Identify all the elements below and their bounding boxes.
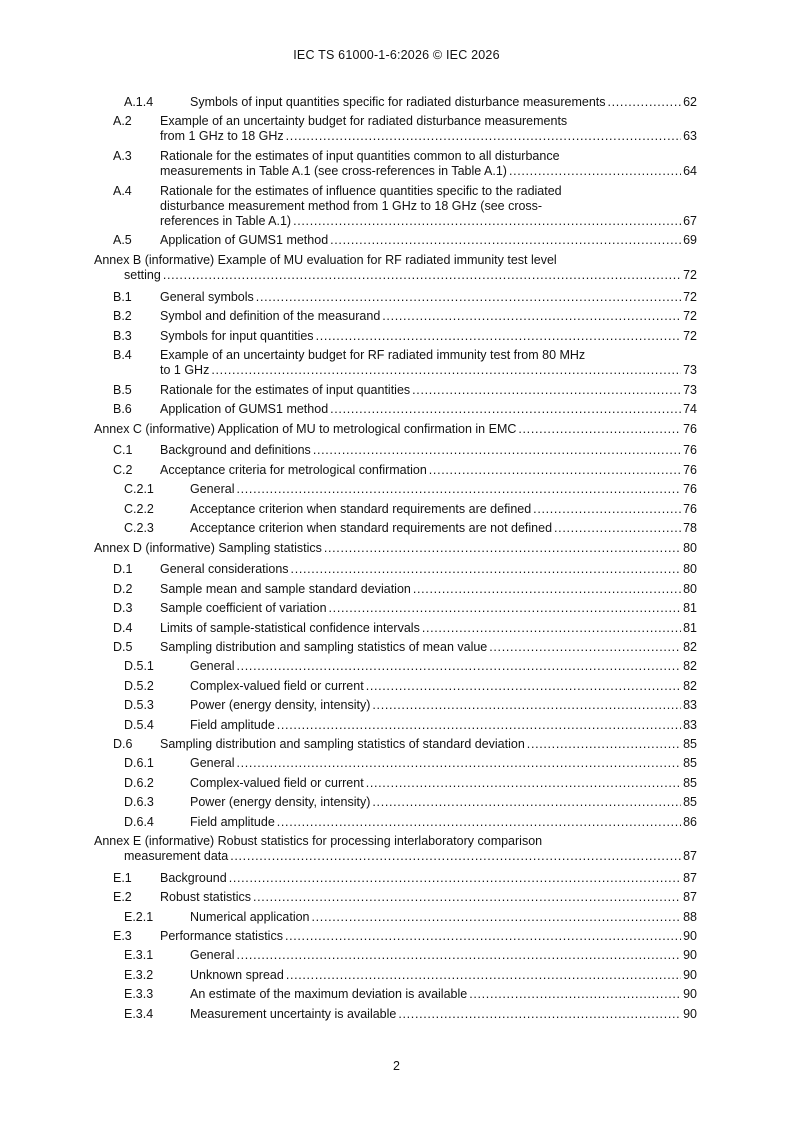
toc-entry-title: from 1 GHz to 18 GHz (160, 129, 284, 143)
toc-entry-page: 87 (683, 890, 697, 904)
dot-leader (413, 582, 681, 597)
toc-entry-number: B.2 (113, 309, 132, 323)
toc-entry-page: 67 (683, 214, 697, 228)
toc-entry-number: B.3 (113, 329, 132, 343)
dot-leader (509, 164, 681, 179)
toc-entry-page: 76 (683, 502, 697, 516)
toc-entry-number: B.4 (113, 348, 132, 362)
dot-leader (372, 795, 681, 810)
toc-entry-page: 90 (683, 968, 697, 982)
dot-leader (527, 737, 681, 752)
toc-entry-page: 85 (683, 756, 697, 770)
toc-entry-title: Sampling distribution and sampling statistics of standard deviation (160, 737, 525, 751)
toc-entry-title: Example of an uncertainty budget for radiated disturbance measurements (160, 114, 568, 128)
toc-entry-number: B.5 (113, 383, 132, 397)
dot-leader (286, 968, 681, 983)
toc-entry-title: Application of GUMS1 method (160, 233, 329, 247)
toc-entry-title: measurements in Table A.1 (see cross-references in Table A.1) (160, 164, 507, 178)
toc-entry-title: Annex D (informative) Sampling statistics (94, 541, 322, 555)
toc-entry-page: 87 (683, 871, 697, 885)
toc-entry-title: Application of GUMS1 method (160, 402, 329, 416)
toc-entry-number: E.2 (113, 890, 132, 904)
toc-entry-title: Power (energy density, intensity) (190, 795, 371, 809)
toc-entry-page: 72 (683, 329, 697, 343)
toc-entry-page: 76 (683, 422, 697, 436)
toc-entry-page: 85 (683, 737, 697, 751)
toc-entry-title: Annex C (informative) Application of MU to metrological confirmation in EMC (94, 422, 517, 436)
toc-entry-number: C.2.1 (124, 482, 154, 496)
dot-leader (429, 463, 681, 478)
toc-entry-number: A.5 (113, 233, 132, 247)
dot-leader (312, 910, 682, 925)
toc-entry-title: Acceptance criteria for metrological confirmation (160, 463, 427, 477)
toc-entry-page: 63 (683, 129, 697, 143)
dot-leader (398, 1007, 681, 1022)
toc-entry-page: 72 (683, 309, 697, 323)
toc-entry-title: Acceptance criterion when standard requirements are not defined (190, 521, 553, 535)
page-header: IEC TS 61000-1-6:2026 © IEC 2026 (293, 48, 500, 62)
toc-entry-title: General symbols (160, 290, 254, 304)
toc-entry-number: D.2 (113, 582, 133, 596)
toc-entry-page: 80 (683, 541, 697, 555)
toc-entry-page: 83 (683, 718, 697, 732)
toc-entry-title: Power (energy density, intensity) (190, 698, 371, 712)
toc-entry-number: E.3.1 (124, 948, 154, 962)
dot-leader (608, 95, 682, 110)
toc-entry-title: Rationale for the estimates of input quantities common to all disturbance (160, 149, 560, 163)
toc-entry-number: E.3 (113, 929, 132, 943)
dot-leader (286, 129, 681, 144)
toc-entry-page: 76 (683, 443, 697, 457)
toc-entry-number: D.5.3 (124, 698, 154, 712)
toc-entry-title: Background and definitions (160, 443, 311, 457)
dot-leader (372, 698, 681, 713)
toc-entry-title: references in Table A.1) (160, 214, 292, 228)
toc-entry-title: measurement data (124, 849, 229, 863)
toc-entry-page: 73 (683, 383, 697, 397)
toc-entry-page: 64 (683, 164, 697, 178)
toc-entry-page: 72 (683, 268, 697, 282)
toc-entry-page: 81 (683, 621, 697, 635)
dot-leader (324, 541, 681, 556)
toc-entry-number: D.1 (113, 562, 133, 576)
dot-leader (236, 948, 681, 963)
dot-leader (518, 422, 681, 437)
toc-entry-number: D.6.4 (124, 815, 154, 829)
toc-entry-number: C.2 (113, 463, 133, 477)
dot-leader (554, 521, 681, 536)
dot-leader (229, 871, 681, 886)
toc-entry-number: C.2.3 (124, 521, 154, 535)
toc-entry-page: 87 (683, 849, 697, 863)
toc-entry-page: 80 (683, 562, 697, 576)
dot-leader (412, 383, 681, 398)
toc-entry-title: to 1 GHz (160, 363, 210, 377)
toc-entry-title: Numerical application (190, 910, 310, 924)
toc-entry-number: A.3 (113, 149, 132, 163)
toc-entry-title: Complex-valued field or current (190, 776, 364, 790)
dot-leader (366, 776, 681, 791)
dot-leader (236, 756, 681, 771)
dot-leader (291, 562, 682, 577)
dot-leader (330, 402, 681, 417)
toc-entry-page: 86 (683, 815, 697, 829)
toc-entry-title: Sample coefficient of variation (160, 601, 327, 615)
toc-entry-title: Complex-valued field or current (190, 679, 364, 693)
toc-entry-number: E.3.2 (124, 968, 154, 982)
toc-entry-page: 76 (683, 482, 697, 496)
toc-entry-title: Limits of sample-statistical confidence intervals (160, 621, 420, 635)
toc-entry-number: D.4 (113, 621, 133, 635)
toc-entry-number: B.6 (113, 402, 132, 416)
toc-entry-title: Symbol and definition of the measurand (160, 309, 381, 323)
dot-leader (422, 621, 681, 636)
toc-entry-title: Sampling distribution and sampling statistics of mean value (160, 640, 488, 654)
toc-entry-number: C.1 (113, 443, 133, 457)
toc-entry-number: D.3 (113, 601, 133, 615)
page-number: 2 (393, 1059, 400, 1073)
dot-leader (211, 363, 681, 378)
toc-entry-title: Rationale for the estimates of input quantities (160, 383, 411, 397)
dot-leader (236, 659, 681, 674)
toc-entry-page: 72 (683, 290, 697, 304)
dot-leader (256, 290, 681, 305)
toc-entry-title: Rationale for the estimates of influence quantities specific to the radiated (160, 184, 562, 198)
toc-entry-page: 90 (683, 929, 697, 943)
toc-entry-number: D.5.2 (124, 679, 154, 693)
toc-entry-page: 85 (683, 795, 697, 809)
toc-entry-title: General considerations (160, 562, 289, 576)
toc-entry-title: Field amplitude (190, 815, 275, 829)
dot-leader (293, 214, 681, 229)
toc-entry-page: 69 (683, 233, 697, 247)
toc-entry-title: Symbols for input quantities (160, 329, 314, 343)
toc-entry-page: 90 (683, 987, 697, 1001)
dot-leader (277, 718, 681, 733)
toc-entry-title: Background (160, 871, 227, 885)
toc-entry-title: Acceptance criterion when standard requirements are defined (190, 502, 532, 516)
dot-leader (533, 502, 681, 517)
toc-entry-number: E.3.3 (124, 987, 154, 1001)
toc-entry-title: Measurement uncertainty is available (190, 1007, 397, 1021)
toc-entry-number: D.6.2 (124, 776, 154, 790)
toc-entry-number: D.5.1 (124, 659, 154, 673)
toc-entry-page: 78 (683, 521, 697, 535)
dot-leader (285, 929, 681, 944)
dot-leader (253, 890, 681, 905)
toc-entry-title: Field amplitude (190, 718, 275, 732)
toc-entry-page: 90 (683, 948, 697, 962)
toc-entry-number: B.1 (113, 290, 132, 304)
dot-leader (277, 815, 681, 830)
toc-entry-number: D.6 (113, 737, 133, 751)
toc-entry-title: Annex E (informative) Robust statistics for processing interlaboratory comparison (94, 834, 543, 848)
dot-leader (329, 601, 682, 616)
toc-entry-title: Sample mean and sample standard deviation (160, 582, 411, 596)
toc-entry-page: 80 (683, 582, 697, 596)
toc-entry-page: 74 (683, 402, 697, 416)
toc-entry-page: 82 (683, 640, 697, 654)
toc-entry-page: 90 (683, 1007, 697, 1021)
toc-entry-number: E.1 (113, 871, 132, 885)
dot-leader (313, 443, 681, 458)
toc-entry-page: 88 (683, 910, 697, 924)
toc-entry-number: D.6.3 (124, 795, 154, 809)
dot-leader (366, 679, 681, 694)
dot-leader (236, 482, 681, 497)
toc-entry-title: Performance statistics (160, 929, 283, 943)
toc-entry-page: 83 (683, 698, 697, 712)
toc-entry-page: 82 (683, 659, 697, 673)
toc-entry-page: 82 (683, 679, 697, 693)
toc-entry-number: D.5.4 (124, 718, 154, 732)
dot-leader (489, 640, 681, 655)
dot-leader (316, 329, 682, 344)
toc-entry-title: Example of an uncertainty budget for RF radiated immunity test from 80 MHz (160, 348, 586, 362)
toc-entry-title: General (190, 659, 235, 673)
toc-entry-page: 76 (683, 463, 697, 477)
toc-entry-title: Symbols of input quantities specific for radiated disturbance measurements (190, 95, 606, 109)
dot-leader (163, 268, 681, 283)
toc-entry-number: A.2 (113, 114, 132, 128)
toc-entry-number: A.1.4 (124, 95, 154, 109)
toc-entry-title: Unknown spread (190, 968, 284, 982)
toc-entry-number: D.5 (113, 640, 133, 654)
dot-leader (382, 309, 681, 324)
toc-entry-number: E.3.4 (124, 1007, 154, 1021)
toc-entry-number: D.6.1 (124, 756, 154, 770)
toc-entry-title: An estimate of the maximum deviation is available (190, 987, 468, 1001)
toc-entry-title: setting (124, 268, 161, 282)
dot-leader (469, 987, 681, 1002)
toc-entry-title: General (190, 948, 235, 962)
toc-entry-title: disturbance measurement method from 1 GHz to 18 GHz (see cross- (160, 199, 543, 213)
toc-entry-number: E.2.1 (124, 910, 154, 924)
toc-entry-page: 62 (683, 95, 697, 109)
toc-entry-number: C.2.2 (124, 502, 154, 516)
dot-leader (330, 233, 681, 248)
toc-entry-title: General (190, 482, 235, 496)
toc-entry-number: A.4 (113, 184, 132, 198)
toc-entry-title: General (190, 756, 235, 770)
toc-entry-title: Annex B (informative) Example of MU evaluation for RF radiated immunity test level (94, 253, 557, 267)
dot-leader (230, 849, 681, 864)
toc-entry-page: 85 (683, 776, 697, 790)
toc-entry-title: Robust statistics (160, 890, 252, 904)
toc-entry-page: 73 (683, 363, 697, 377)
toc-entry-page: 81 (683, 601, 697, 615)
